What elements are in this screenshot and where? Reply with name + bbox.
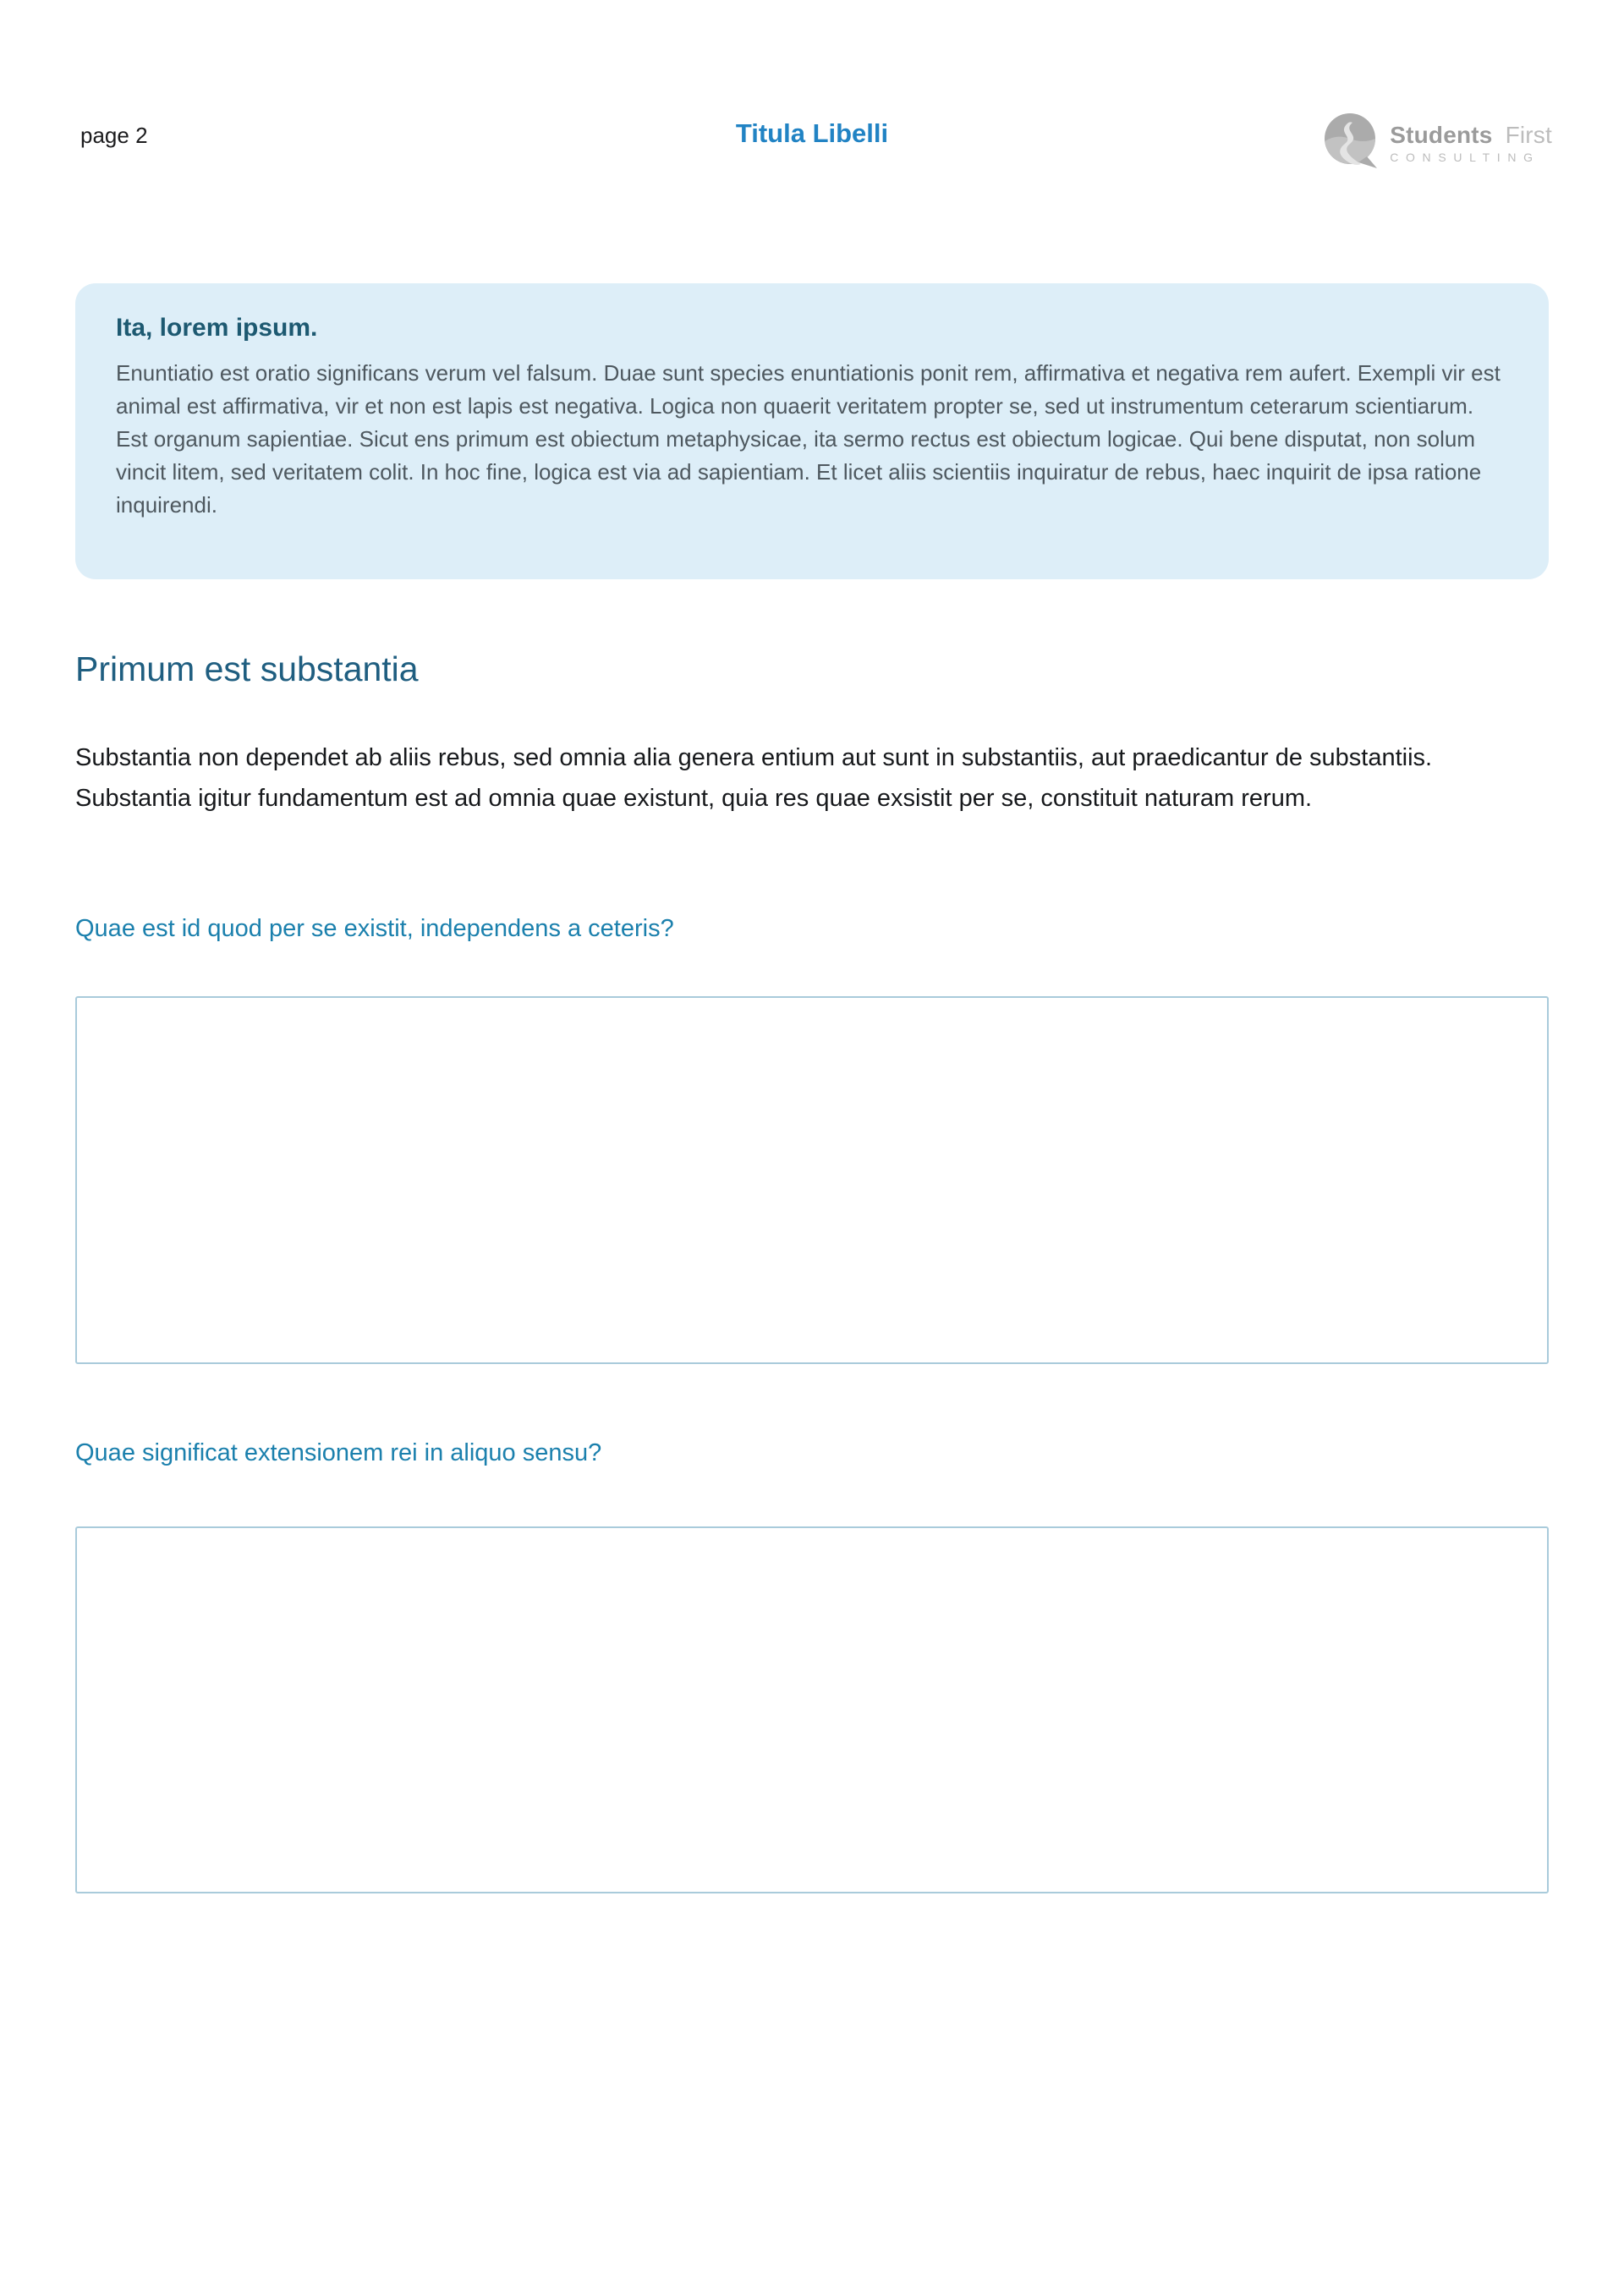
brand-name-students: Students bbox=[1390, 122, 1493, 149]
callout-body-text: Enuntiatio est oratio significans verum vel falsum. Duae sunt species enuntiationis ponit rem, affirmativa et negativa rem aufert. Exempli vir est animal est affirmativa, vir et non est lapis est negativa. Logica non quaerit veritatem propter se, sed ut instrumentum ceterarum scientiarum. Est organum sapientiae. Sicut ens primum est obiectum metaphysicae, ita sermo rectus est obiectum logicae. Qui bene disputat, non solum vincit litem, sed veritatem colit. In hoc fine, logica est via ad sapientiam. Et licet aliis scientiis inquiratur de rebus, haec inquirit de ipsa ratione inquirendi. bbox=[116, 360, 1501, 518]
speech-bubble-road-icon bbox=[1324, 112, 1378, 175]
brand-name bbox=[1390, 123, 1552, 149]
answer-box-2[interactable] bbox=[75, 1526, 1549, 1893]
question-1-label: Quae est id quod per se existit, independens a ceteris? bbox=[75, 915, 674, 942]
brand-text bbox=[1390, 123, 1552, 164]
section-heading: Primum est substantia bbox=[75, 649, 419, 688]
page-number-label: page 2 bbox=[80, 123, 148, 148]
question-2-label: Quae significat extensionem rei in aliquo sensu? bbox=[75, 1439, 602, 1466]
section-body-text: Substantia non dependet ab aliis rebus, sed omnia alia genera entium aut sunt in substantiis, aut praedicantur de substantiis. Substantia igitur fundamentum est ad omnia quae existunt, quia res quae exsistit per se, constituit naturam rerum. bbox=[75, 744, 1433, 812]
brand-name-first: First bbox=[1505, 122, 1552, 149]
callout-heading: Ita, lorem ipsum. bbox=[116, 314, 318, 342]
brand-logo bbox=[1324, 112, 1552, 175]
document-title: Titula Libelli bbox=[735, 118, 889, 148]
intro-callout bbox=[75, 283, 1549, 579]
brand-subtitle: CONSULTING bbox=[1390, 151, 1540, 165]
answer-box-1[interactable] bbox=[75, 996, 1549, 1364]
